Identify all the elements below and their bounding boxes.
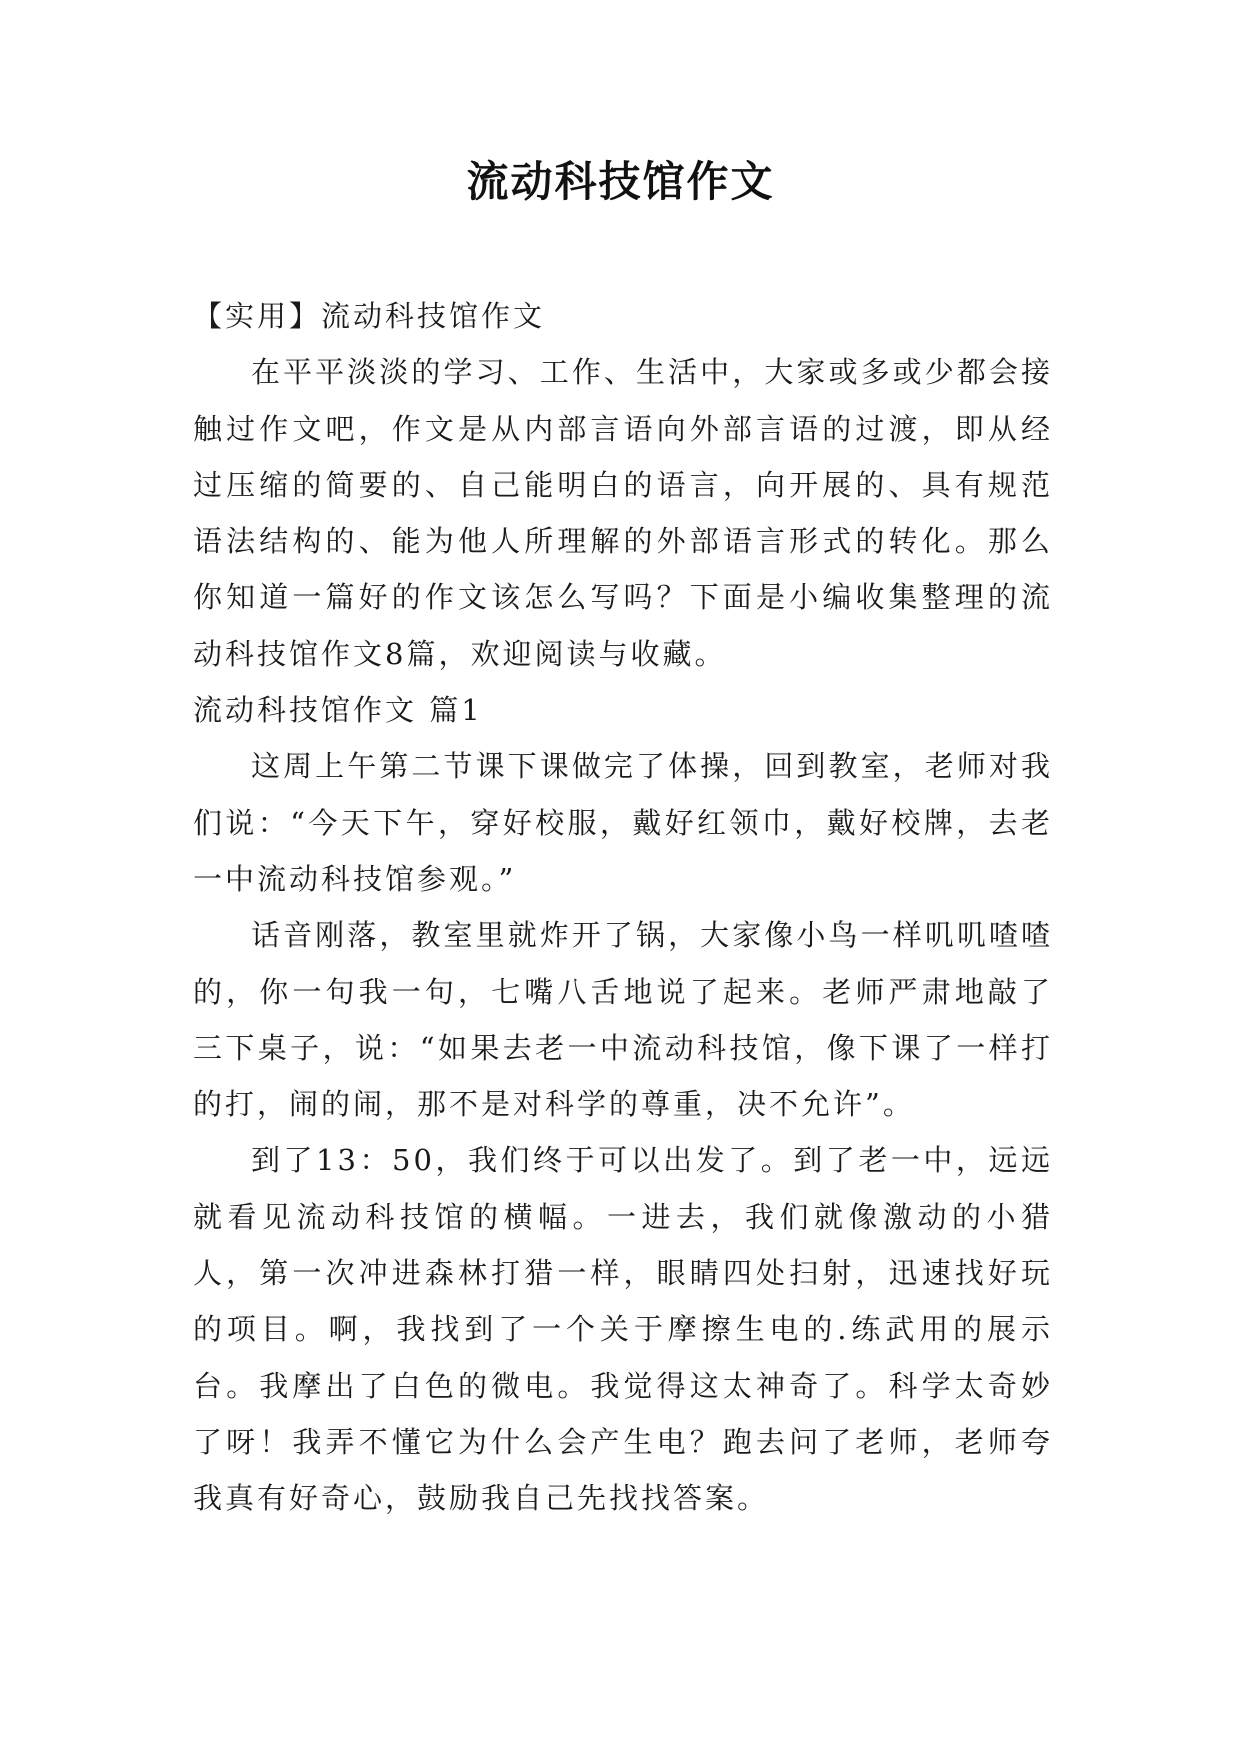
section-heading: 流动科技馆作文 篇1 [193, 693, 483, 728]
document-body [193, 288, 1053, 1527]
body-paragraph: 话音刚落，教室里就炸开了锅，大家像小鸟一样叽叽喳喳的，你一句我一句，七嘴八舌地说了起来。老师严肃地敲了三下桌子，说：“如果去老一中流动科技馆，像下课了一样打的打，闹的闹，那不是对科学的尊重，决不允许”。 [193, 918, 1053, 1122]
body-paragraph: 这周上午第二节课下课做完了体操，回到教室，老师对我们说：“今天下午，穿好校服，戴好红领巾，戴好校牌，去老一中流动科技馆参观。” [193, 749, 1053, 896]
intro-paragraph: 在平平淡淡的学习、工作、生活中，大家或多或少都会接触过作文吧，作文是从内部言语向外部言语的过渡，即从经过压缩的简要的、自己能明白的语言，向开展的、具有规范语法结构的、能为他人所理解的外部语言形式的转化。那么你知道一篇好的作文该怎么写吗？下面是小编收集整理的流动科技馆作文8篇，欢迎阅读与收藏。 [193, 355, 1053, 671]
page-title: 流动科技馆作文 [466, 157, 775, 206]
body-paragraph: 到了13：50，我们终于可以出发了。到了老一中，远远就看见流动科技馆的横幅。一进去，我们就像激动的小猎人，第一次冲进森林打猎一样，眼睛四处扫射，迅速找好玩的项目。啊，我找到了一个关于摩擦生电的.练武用的展示台。我摩出了白色的微电。我觉得这太神奇了。科学太奇妙了呀！我弄不懂它为什么会产生电？跑去问了老师，老师夸我真有好奇心，鼓励我自己先找找答案。 [193, 1143, 1053, 1516]
document-subtitle: 【实用】流动科技馆作文 [193, 299, 546, 333]
